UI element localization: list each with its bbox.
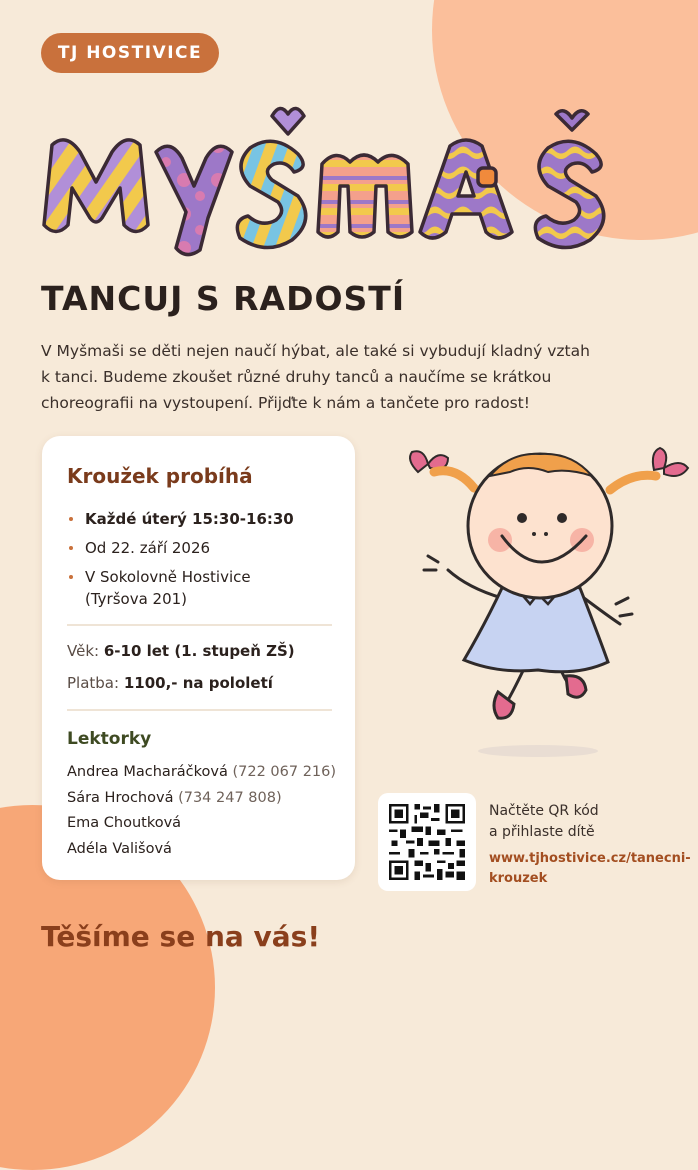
headline: TANCUJ S RADOSTÍ xyxy=(41,279,406,318)
age-label: Věk: xyxy=(67,642,100,660)
info-card xyxy=(42,436,355,880)
card-divider xyxy=(67,709,332,711)
intro-line: choreografii na vystoupení. Přijďte k nám a tančete pro radost! xyxy=(41,394,530,412)
closing-slogan: Těšíme se na vás! xyxy=(41,920,321,953)
card-divider xyxy=(67,624,332,626)
qr-instruction-line: Načtěte QR kód xyxy=(489,803,599,819)
lecturer-name: Andrea Macharáčková xyxy=(67,764,228,780)
fee-row xyxy=(67,674,273,692)
lecturer-phone: (722 067 216) xyxy=(232,764,337,780)
lecturer-item xyxy=(67,760,336,786)
qr-instruction-line: a přihlaste dítě xyxy=(489,824,595,840)
lecturers-list xyxy=(67,760,336,862)
club-badge: TJ HOSTIVICE xyxy=(41,33,219,73)
lecturer-name: Ema Choutková xyxy=(67,815,182,831)
lecturer-name: Sára Hrochová xyxy=(67,789,174,806)
intro-line: V Myšmaši se děti nejen naučí hýbat, ale také si vybudují kladný vztah xyxy=(41,342,590,360)
schedule-item-day: Každé úterý 15:30-16:30 xyxy=(67,508,337,530)
schedule-item-place xyxy=(67,566,337,610)
card-title: Kroužek probíhá xyxy=(67,464,253,488)
qr-code[interactable] xyxy=(378,793,476,891)
place-address: (Tyršova 201) xyxy=(85,590,188,608)
lecturer-item xyxy=(67,811,336,837)
age-row xyxy=(67,642,295,660)
intro-paragraph xyxy=(41,338,601,416)
lecturer-name: Adéla Vališová xyxy=(67,840,172,857)
schedule-list xyxy=(67,508,337,617)
fee-label: Platba: xyxy=(67,674,120,692)
intro-line: k tanci. Budeme zkoušet různé druhy tanců a naučíme se krátkou xyxy=(41,368,552,386)
dancing-girl-illustration xyxy=(398,438,698,768)
lecturer-phone: (734 247 808) xyxy=(178,789,282,806)
place-name: V Sokolovně Hostivice xyxy=(85,568,251,586)
schedule-item-start: Od 22. září 2026 xyxy=(67,537,337,559)
lecturers-title: Lektorky xyxy=(67,729,152,749)
fee-value: 1100,- na pololetí xyxy=(123,674,273,692)
mysmas-logo xyxy=(36,100,648,265)
qr-instructions xyxy=(489,801,599,843)
registration-url-line: www.tjhostivice.cz/tanecni- xyxy=(489,851,691,866)
age-value: 6-10 let (1. stupeň ZŠ) xyxy=(103,642,295,660)
lecturer-item xyxy=(67,786,336,812)
qr-code-icon xyxy=(386,801,468,883)
lecturer-item xyxy=(67,837,336,863)
registration-link[interactable] xyxy=(489,849,691,889)
registration-url-line: krouzek xyxy=(489,871,548,886)
